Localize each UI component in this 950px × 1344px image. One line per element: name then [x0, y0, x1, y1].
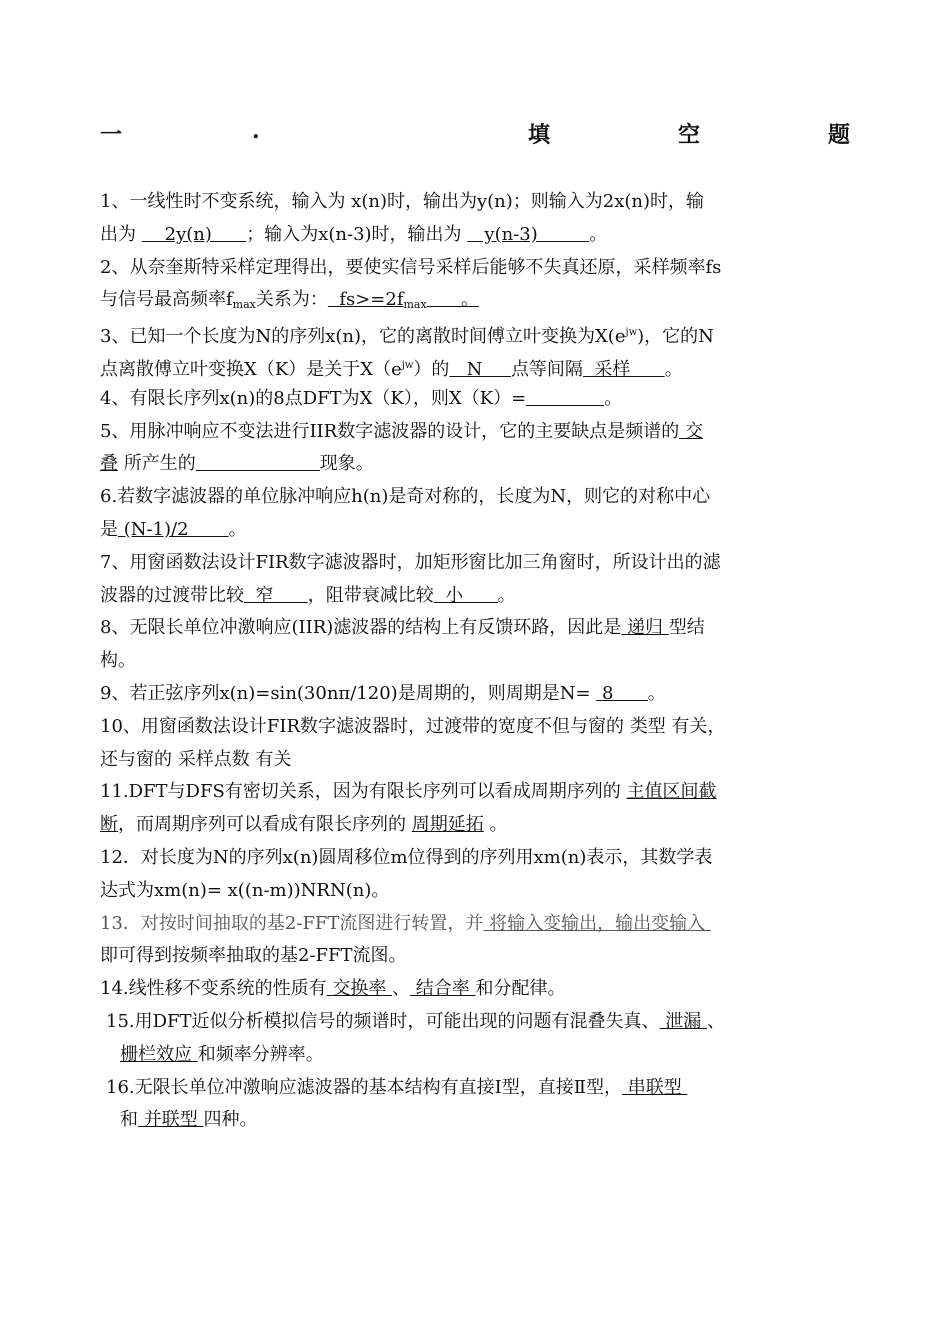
q5-text-2a: 所产生的 — [118, 453, 196, 475]
title-char-2: . — [252, 118, 260, 144]
q11-line-1 — [100, 776, 856, 809]
q14-answer-2: 结合率 — [410, 978, 476, 1000]
q3-line-1 — [100, 317, 856, 350]
q4-text: 4、有限长序列x(n)的8点DFT为X（K），则X（K）= — [100, 387, 527, 409]
q10-line-1 — [100, 711, 856, 744]
q6-text-2b: 。 — [228, 518, 247, 540]
section-title — [100, 118, 852, 152]
q15-answer-1: 泄漏 — [659, 1010, 708, 1032]
q7-text-2b: ，阻带衰减比较 — [307, 584, 434, 606]
q16-answer-2: 并联型 — [138, 1109, 204, 1131]
q8-text-1b: 型结 — [668, 617, 705, 639]
q2-answer-main: fs>=2f — [327, 289, 404, 311]
q8-answer: 递归 — [621, 617, 669, 639]
q7-line-2 — [100, 580, 856, 613]
q8-text: 8、无限长单位冲激响应(IIR)滤波器的结构上有反馈环路，因此是 — [100, 617, 622, 639]
title-char-4: 空 — [678, 122, 701, 148]
q12-text-2: 达式为xm(n)= x((n-m))NRN(n)。 — [100, 879, 390, 901]
q1-text-2a: 出为 — [100, 223, 142, 245]
q8-text-2: 构。 — [100, 650, 136, 672]
q15-answer-2: 栅栏效应 — [120, 1043, 198, 1065]
q1-text-2b: ；输入为x(n-3)时，输出为 — [246, 223, 468, 245]
q11-answer-2: 周期延拓 — [411, 814, 484, 836]
q3-text-2b: ）的 — [413, 358, 450, 380]
q14-sep: 、 — [392, 978, 411, 1000]
q5-line-1 — [100, 416, 856, 449]
question-list — [100, 186, 856, 1137]
q9-text-end: 。 — [647, 682, 666, 704]
q1-answer-1: 2y(n) — [141, 223, 247, 245]
q10-text-2: 还与窗的 采样点数 有关 — [100, 748, 292, 770]
q6-line-2 — [100, 514, 856, 547]
q7-text-2c: 。 — [497, 584, 516, 606]
q3-text-2a: 点离散傅立叶变换X（K）是关于X（e — [100, 358, 402, 380]
title-char-3: 填 — [528, 122, 551, 148]
q2-subscript: max — [232, 298, 256, 312]
q14-answer-1: 交换率 — [326, 978, 393, 1000]
q7-answer-2: 小 — [433, 584, 498, 606]
q2-text-2a: 与信号最高频率f — [100, 289, 233, 311]
q11-text: 11.DFT与DFS有密切关系，因为有限长序列可以看成周期序列的 — [100, 781, 627, 803]
q2-answer-end: 。 — [426, 289, 480, 311]
q2-text: 2、从奈奎斯特采样定理得出，要使实信号采样后能够不失真还原，采样频率fs — [100, 256, 722, 278]
q15-sep: 、 — [707, 1010, 726, 1032]
q11-text-2b: 。 — [483, 814, 508, 836]
q11-line-2 — [100, 809, 856, 842]
q9-text: 9、若正弦序列x(n)=sin(30nπ/120)是周期的，则周期是N= — [100, 682, 597, 704]
q12-line-2 — [100, 875, 856, 908]
q10-text: 10、用窗函数法设计FIR数字滤波器时，过渡带的宽度不但与窗的 类型 有关， — [100, 715, 726, 737]
q5-text-2b: 现象。 — [319, 453, 374, 475]
q5-answer-a: 交 — [679, 420, 703, 442]
q3-text-2d: 。 — [664, 358, 683, 380]
q14-text: 14.线性移不变系统的性质有 — [100, 978, 327, 1000]
q1-answer-2: y(n-3) — [467, 223, 590, 245]
q6-text-2a: 是 — [100, 518, 118, 540]
q2-line-2 — [100, 284, 856, 317]
q5-answer-b: 叠 — [100, 453, 118, 475]
q6-answer: (N-1)/2 — [118, 518, 229, 540]
q8-line-1 — [100, 612, 856, 645]
q11-answer-1b: 断 — [100, 814, 118, 836]
q7-text: 7、用窗函数法设计FIR数字滤波器时，加矩形窗比加三角窗时，所设计出的滤 — [100, 551, 721, 573]
q16-answer-1: 串联型 — [621, 1076, 688, 1098]
q12-line-1 — [100, 842, 856, 875]
q14-line-1 — [100, 973, 856, 1006]
q7-line-1 — [100, 547, 856, 580]
q1-line-2 — [100, 219, 856, 252]
q9-line-1 — [100, 678, 856, 711]
q3-superscript-2: jw — [401, 359, 414, 371]
q16-line-2 — [100, 1104, 856, 1137]
q15-line-1 — [100, 1006, 856, 1039]
q13-line-1 — [100, 908, 856, 941]
q4-end: 。 — [604, 387, 623, 409]
q3-answer-1: N — [449, 358, 511, 380]
q13-line-2 — [100, 940, 856, 973]
q3-answer-2: 采样 — [582, 358, 665, 380]
q16-text-2a: 和 — [120, 1109, 138, 1131]
q1-text-2c: 。 — [589, 223, 608, 245]
q8-line-2 — [100, 645, 856, 678]
q7-text-2a: 波器的过渡带比较 — [100, 584, 244, 606]
q3-text-1b: )，它的N — [637, 326, 714, 348]
title-char-5: 题 — [828, 122, 851, 148]
q13-answer: 将输入变输出，输出变输入 — [483, 912, 711, 934]
q2-text-2b: 关系为： — [255, 289, 328, 311]
q15-text: 15.用DFT近似分析模拟信号的频谱时，可能出现的问题有混叠失真、 — [106, 1010, 660, 1032]
q7-answer-1: 窄 — [244, 584, 308, 606]
q5-text: 5、用脉冲响应不变法进行IIR数字滤波器的设计，它的主要缺点是频谱的 — [100, 420, 680, 442]
q1-text: 1、一线性时不变系统，输入为 x(n)时，输出为y(n)；则输入为2x(n)时，输 — [100, 191, 705, 212]
q16-line-1 — [100, 1072, 856, 1105]
q2-answer — [328, 289, 479, 310]
q3-text-1a: 3、已知一个长度为N的序列x(n)，它的离散时间傅立叶变换为X(e — [100, 326, 626, 348]
q3-line-2 — [100, 350, 856, 383]
q2-line-1 — [100, 252, 856, 285]
q13-text: 13．对按时间抽取的基2-FFT流图进行转置，并 — [100, 912, 484, 934]
q16-text: 16.无限长单位冲激响应滤波器的基本结构有直接Ⅰ型，直接Ⅱ型， — [106, 1076, 622, 1098]
q3-text-2c: 点等间隔 — [510, 358, 583, 380]
q6-line-1 — [100, 481, 856, 514]
q4-blank — [526, 385, 604, 406]
q1-line-1 — [100, 186, 856, 219]
q15-line-2 — [100, 1039, 856, 1072]
title-char-1: 一 — [100, 122, 123, 148]
q14-text-end: 和分配律。 — [475, 978, 566, 1000]
q6-text: 6.若数字滤波器的单位脉冲响应h(n)是奇对称的，长度为N，则它的对称中心 — [100, 486, 711, 508]
q10-line-2 — [100, 744, 856, 777]
q12-text: 12．对长度为N的序列x(n)圆周移位m位得到的序列用xm(n)表示，其数学表 — [100, 846, 713, 868]
q15-text-2: 和频率分辨率。 — [197, 1043, 324, 1065]
q11-text-2a: ，而周期序列可以看成有限长序列的 — [118, 814, 412, 836]
q5-line-2 — [100, 448, 856, 481]
q13-text-2: 即可得到按频率抽取的基2-FFT流图。 — [100, 945, 407, 967]
q2-answer-sub: max — [403, 298, 427, 312]
q16-text-2b: 四种。 — [203, 1109, 258, 1131]
q5-blank — [196, 450, 320, 471]
q11-answer-1a: 主值区间截 — [626, 781, 717, 803]
q4-line-1 — [100, 383, 856, 416]
q9-answer: 8 — [596, 682, 648, 704]
q3-superscript-1: jw — [625, 327, 638, 339]
